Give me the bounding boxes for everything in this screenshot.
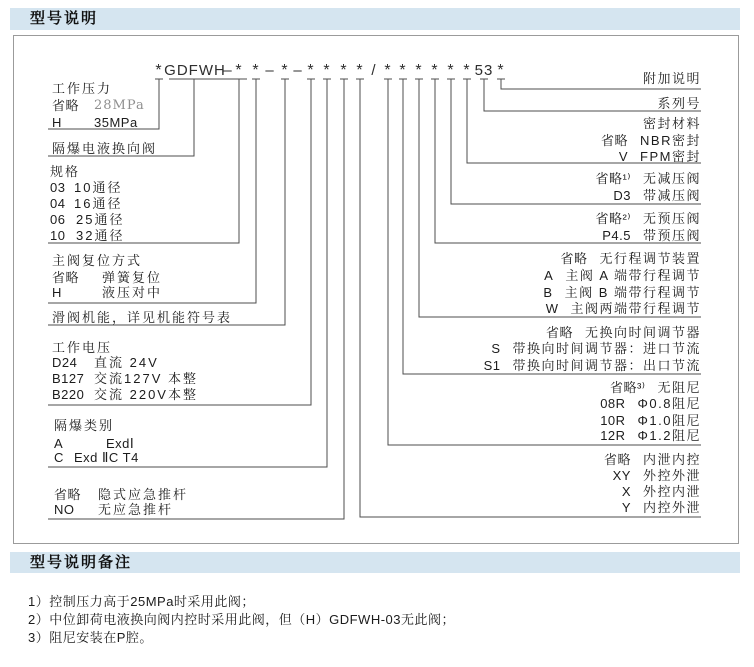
code-seg: * (431, 62, 439, 79)
working-pressure-value: 35MPa (94, 115, 138, 130)
switching-time-adjuster-row (546, 326, 701, 340)
working-voltage-title: 工作电压 (52, 340, 113, 355)
switching-time-adjuster-value: 带换向时间调节器：出口节流 (512, 358, 701, 373)
stroke-adjuster-code: A (544, 268, 554, 283)
section-title: 型号说明 (30, 10, 99, 27)
stroke-adjuster-value: 主阀 B 端带行程调节 (564, 285, 701, 300)
size-spec-code: 04 (50, 196, 66, 211)
size-spec-title: 规格 (50, 164, 81, 179)
switching-time-adjuster-code: S (491, 341, 501, 356)
preload-valve-value: 带预压阀 (642, 228, 701, 243)
damping-code: 省略³⁾ (609, 380, 646, 395)
emergency-pushrod-value: 无应急推杆 (98, 502, 174, 517)
valve-type-title: 隔爆电液换向阀 (52, 141, 158, 156)
size-spec-code: 06 (50, 212, 66, 227)
note-item: 3）阻尼安装在P腔。 (28, 630, 153, 645)
main-valve-reset-title: 主阀复位方式 (52, 253, 143, 268)
reducing-valve-value: 带减压阀 (642, 188, 701, 203)
damping-code: 08R (600, 396, 626, 411)
pilot-drain-row (613, 469, 701, 483)
stroke-adjuster-code: 省略 (560, 251, 588, 266)
pilot-drain-value: 内泄内控 (642, 452, 701, 467)
explosion-proof-class-code: C (54, 450, 64, 465)
note-item: 1）控制压力高于25MPa时采用此阀； (28, 594, 255, 609)
stroke-adjuster-code: W (545, 301, 559, 316)
reducing-valve-code: 省略¹⁾ (595, 171, 631, 186)
stroke-adjuster-value: 无行程调节装置 (599, 251, 701, 266)
code-seg: * (384, 62, 392, 79)
pilot-drain-value: 外控内泄 (642, 484, 701, 499)
pilot-drain-code: Y (621, 500, 631, 515)
explosion-proof-class-value: Exd ⅡC T4 (74, 450, 139, 465)
code-seg: * (415, 62, 423, 79)
code-seg: * (323, 62, 331, 79)
size-spec-value: 16通径 (74, 196, 123, 211)
main-valve-reset-value: 液压对中 (102, 285, 163, 300)
explosion-proof-class-value: ExdⅠ (106, 436, 135, 451)
switching-time-adjuster-row (491, 342, 701, 356)
pilot-drain-row (604, 453, 701, 467)
model-code-diagram (13, 35, 739, 544)
code-seg-slash: / (371, 62, 377, 79)
damping-code: 10R (600, 413, 626, 428)
code-seg: * (307, 62, 315, 79)
damping-row (610, 381, 701, 395)
code-seg: * (340, 62, 348, 79)
pilot-drain-value: 内控外泄 (642, 500, 701, 515)
code-seg: * (497, 62, 505, 79)
damping-row (600, 397, 701, 411)
preload-valve-row (602, 229, 701, 243)
working-pressure-code: 省略 (52, 98, 80, 113)
size-spec-value: 32通径 (76, 228, 125, 243)
switching-time-adjuster-code: 省略 (545, 325, 573, 340)
stroke-adjuster-row (544, 269, 701, 283)
reducing-valve-row (613, 189, 701, 203)
notes-list (28, 590, 455, 644)
seal-material-value: NBR密封 (640, 133, 701, 148)
stroke-adjuster-row (543, 286, 701, 300)
size-spec-code: 10 (50, 228, 66, 243)
seal-material-value: FPM密封 (640, 149, 701, 164)
series-number-title (657, 97, 701, 111)
code-seg-dash: – (293, 62, 303, 79)
seal-material-label: 密封材料 (642, 116, 701, 131)
preload-valve-value: 无预压阀 (642, 211, 701, 226)
damping-value: Φ1.2阻尼 (637, 428, 701, 443)
spool-function-title: 滑阀机能，详见机能符号表 (52, 310, 233, 325)
reducing-valve-value: 无减压阀 (642, 171, 701, 186)
damping-value: Φ1.0阻尼 (637, 413, 701, 428)
code-seg: * (463, 62, 471, 79)
damping-row (600, 429, 701, 443)
code-seg-dash: – (223, 62, 233, 79)
pilot-drain-code: 省略 (603, 452, 631, 467)
section-bar-notes (10, 552, 740, 573)
code-seg: * (155, 62, 163, 79)
pilot-drain-row (622, 485, 701, 499)
code-seg: * (281, 62, 289, 79)
code-seg: * (356, 62, 364, 79)
code-seg: * (399, 62, 407, 79)
code-seg-dash: – (265, 62, 275, 79)
code-seg: * (252, 62, 260, 79)
emergency-pushrod-code: 省略 (54, 487, 82, 502)
section-bar-model-description (10, 8, 740, 30)
preload-valve-row (595, 212, 701, 226)
damping-value: 无阻尼 (657, 380, 701, 395)
size-spec-value: 25通径 (76, 212, 125, 227)
series-number-label: 系列号 (657, 96, 701, 111)
switching-time-adjuster-row (484, 359, 701, 373)
stroke-adjuster-value: 主阀两端带行程调节 (570, 301, 701, 316)
damping-code: 12R (600, 428, 626, 443)
main-valve-reset-code: H (52, 285, 62, 300)
emergency-pushrod-value: 隐式应急推杆 (98, 487, 189, 502)
damping-row (600, 414, 701, 428)
explosion-proof-class-code: A (54, 436, 64, 451)
main-valve-reset-value: 弹簧复位 (102, 270, 163, 285)
working-pressure-code: H (52, 115, 62, 130)
preload-valve-code: P4.5 (602, 228, 631, 243)
code-seg-model-root: GDFWH (164, 62, 226, 79)
code-seg-series: 53 (474, 62, 494, 79)
switching-time-adjuster-value: 带换向时间调节器：进口节流 (512, 341, 701, 356)
working-pressure-value: 28MPa (94, 98, 145, 113)
seal-material-code: 省略 (601, 133, 629, 148)
size-spec-code: 03 (50, 180, 66, 195)
working-voltage-value: 直流 24V (94, 355, 159, 370)
size-spec-value: 10通径 (74, 180, 123, 195)
reducing-valve-row (595, 172, 701, 186)
pilot-drain-row (622, 501, 701, 515)
switching-time-adjuster-value: 无换向时间调节器 (584, 325, 701, 340)
working-voltage-value: 交流127V 本整 (94, 371, 198, 386)
working-voltage-value: 交流 220V本整 (94, 387, 198, 402)
code-seg: * (235, 62, 243, 79)
code-seg: * (447, 62, 455, 79)
seal-material-row (601, 134, 701, 148)
working-voltage-code: B127 (52, 371, 85, 386)
additional-note-title (643, 72, 701, 86)
seal-material-code: V (618, 149, 629, 164)
seal-material-row (619, 150, 701, 164)
stroke-adjuster-value: 主阀 A 端带行程调节 (565, 268, 701, 283)
stroke-adjuster-code: B (543, 285, 553, 300)
stroke-adjuster-row (560, 252, 701, 266)
preload-valve-code: 省略²⁾ (595, 211, 631, 226)
working-pressure-title: 工作压力 (52, 81, 113, 96)
switching-time-adjuster-code: S1 (483, 358, 501, 373)
working-voltage-code: B220 (52, 387, 85, 402)
stroke-adjuster-row (546, 302, 701, 316)
main-valve-reset-code: 省略 (52, 270, 80, 285)
damping-value: Φ0.8阻尼 (637, 396, 701, 411)
notes-section-title: 型号说明备注 (30, 554, 133, 571)
note-item: 2）中位卸荷电液换向阀内控时采用此阀，但（H）GDFWH-03无此阀； (28, 612, 456, 627)
pilot-drain-code: XY (612, 468, 631, 483)
seal-material-title (643, 117, 701, 131)
pilot-drain-value: 外控外泄 (642, 468, 701, 483)
emergency-pushrod-code: NO (54, 502, 75, 517)
explosion-proof-class-title: 隔爆类别 (54, 418, 115, 433)
reducing-valve-code: D3 (613, 188, 631, 203)
pilot-drain-code: X (621, 484, 631, 499)
working-voltage-code: D24 (52, 355, 78, 370)
additional-note-label: 附加说明 (642, 71, 701, 86)
